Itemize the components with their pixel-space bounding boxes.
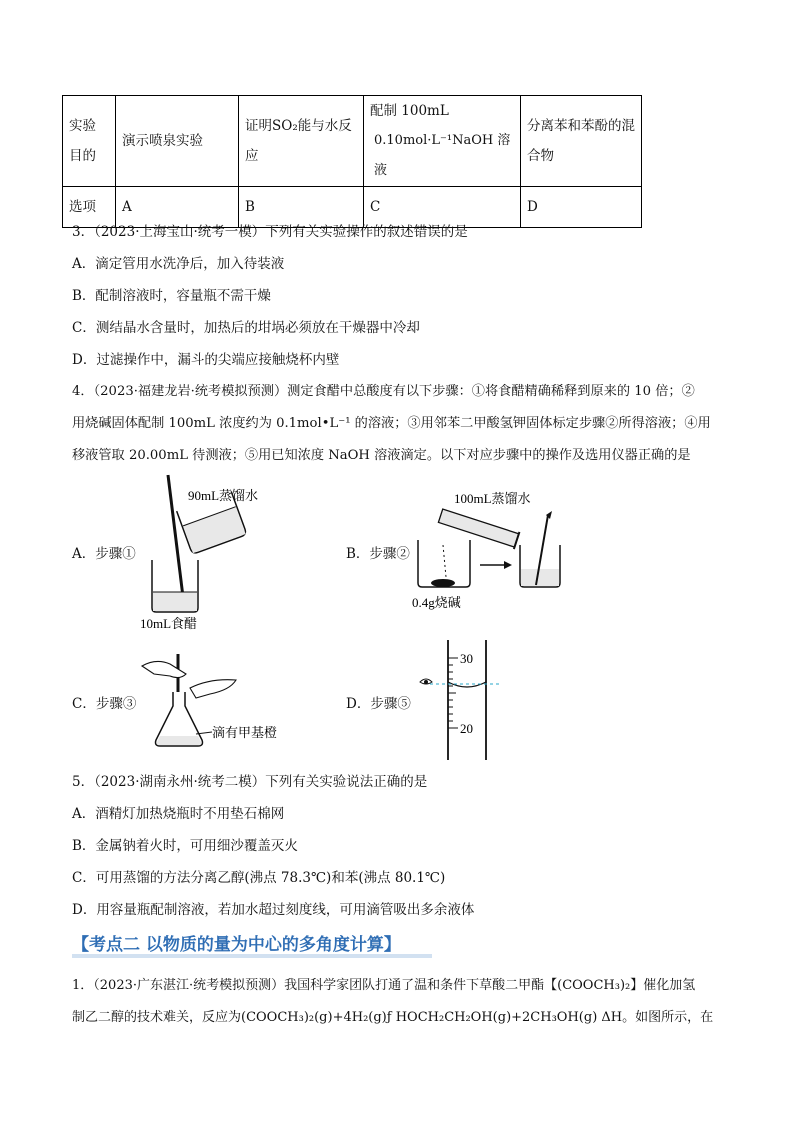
cell-c-line1: 配制 100mL [370, 103, 449, 119]
figure-step2-dissolve [408, 485, 578, 615]
q3-option-a: A．滴定管用水洗净后，加入待装液 [72, 256, 285, 272]
figure-step3-titration [140, 652, 300, 752]
tick-label-20: 20 [460, 721, 473, 736]
cell-d-option: D [521, 187, 642, 228]
figure-a-bottom-label: 10mL食醋 [140, 616, 198, 631]
cell-b: 证明SO₂能与水反应 [239, 96, 364, 187]
q3-option-d: D．过滤操作中，漏斗的尖端应接触烧杯内壁 [72, 352, 340, 368]
q5-option-c: C．可用蒸馏的方法分离乙醇(沸点 78.3℃)和苯(沸点 80.1℃) [72, 870, 446, 886]
figure-b-bottom-label: 0.4g烧碱 [412, 595, 461, 610]
figure-step5-burette-reading [416, 640, 516, 762]
q4-option-a: A．步骤① [72, 546, 136, 562]
q3-option-c: C．测结晶水含量时，加热后的坩埚必须放在干燥器中冷却 [72, 320, 420, 336]
cell-b-option: B [239, 187, 364, 228]
eye-icon [420, 679, 432, 684]
q4-option-c: C．步骤③ [72, 696, 137, 712]
cell-c [364, 96, 521, 187]
q5-option-b: B．金属钠着火时，可用细沙覆盖灭火 [72, 838, 298, 854]
figure-b-top-label: 100mL蒸馏水 [454, 491, 531, 506]
section-title: 【考点二 以物质的量为中心的多角度计算】 [72, 935, 401, 955]
section-heading [72, 930, 401, 955]
experiment-table [62, 95, 642, 228]
q3-option-b: B．配制溶液时，容量瓶不需干燥 [72, 288, 271, 304]
cell-d: 分离苯和苯酚的混合物 [521, 96, 642, 187]
row-header-option: 选项 [63, 187, 116, 228]
table-row [63, 96, 642, 187]
figure-c-label: 滴有甲基橙 [212, 725, 278, 740]
tick-label-30: 30 [460, 651, 473, 666]
q5-option-d: D．用容量瓶配制溶液，若加水超过刻度线，可用滴管吸出多余液体 [72, 902, 475, 918]
q4-line1: 4．（2023·福建龙岩·统考模拟预测）测定食醋中总酸度有以下步骤：①将食醋精确稀释到原来的 10 倍；② [72, 384, 695, 399]
p1-line1: 1．（2023·广东湛江·统考模拟预测）我国科学家团队打通了温和条件下草酸二甲酯【(COOCH₃)₂】催化加氢 [72, 978, 696, 993]
figure-step1-dilution [140, 470, 300, 640]
q4-option-d: D．步骤⑤ [346, 696, 411, 712]
q4-option-b: B．步骤② [346, 546, 410, 562]
q3-stem: 3．（2023·上海宝山·统考一模）下列有关实验操作的叙述错误的是 [72, 224, 468, 240]
q4-line2: 用烧碱固体配制 100mL 浓度约为 0.1mol•L⁻¹ 的溶液；③用邻苯二甲酸氢钾固体标定步骤②所得溶液；④用 [72, 416, 711, 431]
cell-a-option: A [116, 187, 239, 228]
cell-c-option: C [364, 187, 521, 228]
cell-c-line2: 0.10mol·L⁻¹NaOH 溶液 [374, 133, 511, 178]
p1-line2: 制乙二醇的技术难关，反应为(COOCH₃)₂(g)+4H₂(g)ƒ HOCH₂CH₂OH(g)+2CH₃OH(g) ΔH。如图所示，在 [72, 1010, 714, 1025]
row-header-purpose: 实验目的 [63, 96, 116, 187]
q5-stem: 5．（2023·湖南永州·统考二模）下列有关实验说法正确的是 [72, 774, 428, 790]
q5-option-a: A．酒精灯加热烧瓶时不用垫石棉网 [72, 806, 285, 822]
q4-line3: 移液管取 20.00mL 待测液；⑤用已知浓度 NaOH 溶液滴定。以下对应步骤中的操作及选用仪器正确的是 [72, 448, 691, 463]
figure-a-top-label: 90mL蒸馏水 [188, 488, 259, 503]
cell-a: 演示喷泉实验 [116, 96, 239, 187]
